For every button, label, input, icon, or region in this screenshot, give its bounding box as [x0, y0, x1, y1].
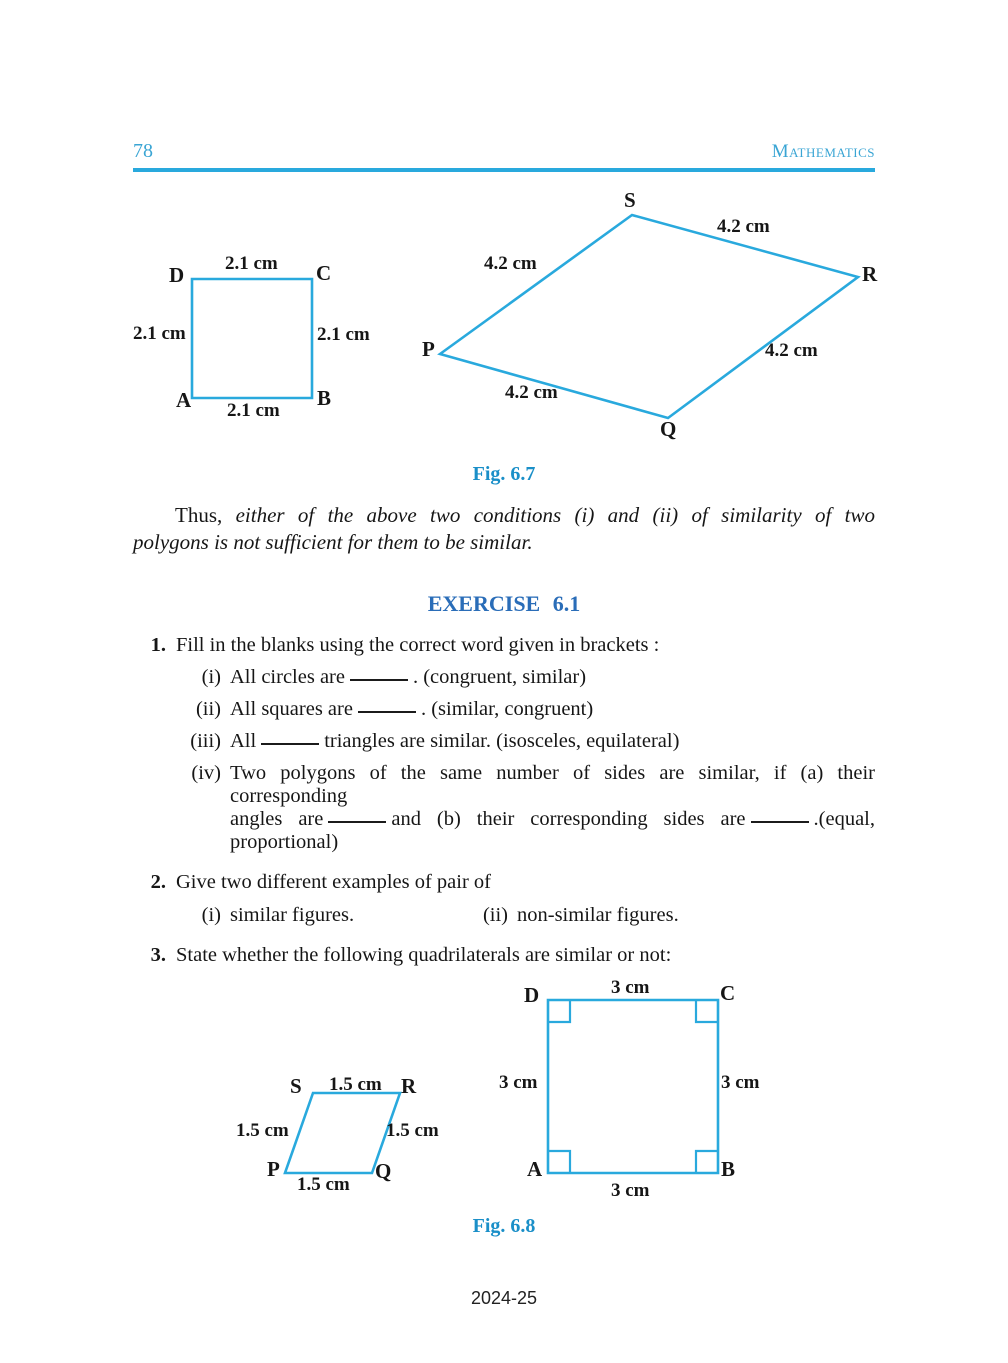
item-iii-number: (iii): [190, 730, 221, 752]
exercise-heading: EXERCISE 6.1: [427, 591, 581, 616]
item-ii-text: [230, 698, 875, 721]
vertex-label-p: P: [422, 337, 435, 361]
vertex-label-b: B: [317, 386, 332, 410]
item-i-post: . (congruent, similar): [412, 666, 587, 688]
item-i-text: [230, 666, 875, 689]
vertex-label-s: S: [290, 1074, 302, 1098]
item-ii-number: (ii): [195, 698, 221, 720]
question-2-number: 2.: [150, 871, 166, 893]
question-2-subitems: [133, 904, 875, 927]
side-length-sr: 4.2 cm: [717, 216, 770, 237]
item-iii-post: triangles are similar. (isosceles, equilateral): [324, 730, 680, 752]
right-angle-mark-b: [696, 1151, 718, 1173]
paragraph-italic-1: either of the above two conditions (i) and (ii) of similarity of two: [235, 503, 876, 527]
question-2: [133, 870, 875, 894]
item-i-number: (i): [201, 666, 221, 688]
vertex-label-s: S: [624, 188, 636, 212]
vertex-label-a: A: [527, 1157, 543, 1181]
item-iv-line2-post: .(equal,: [813, 808, 875, 830]
figure-6-7: [133, 172, 878, 459]
right-angle-mark-d: [548, 1000, 570, 1022]
figure-6-7-caption: Fig. 6.7: [472, 463, 536, 485]
vertex-label-c: C: [720, 981, 736, 1005]
side-length-sr: 1.5 cm: [329, 1074, 382, 1095]
q2-item-i-text: similar figures.: [230, 904, 355, 926]
item-iv-text: [230, 762, 875, 854]
question-1-text: Fill in the blanks using the correct word given in brackets :: [176, 634, 660, 656]
item-iii-text: [230, 730, 875, 753]
item-ii-post: . (similar, congruent): [420, 698, 594, 720]
right-angle-mark-c: [696, 1000, 718, 1022]
quadrilateral-pqrs-outline: [440, 215, 858, 418]
item-iii-pre: All: [230, 730, 257, 752]
side-length-rq: 1.5 cm: [386, 1120, 439, 1141]
question-3-number: 3.: [150, 944, 166, 966]
question-1-ii: [133, 698, 875, 721]
side-length-pq: 4.2 cm: [505, 382, 558, 403]
paragraph-line-2: [133, 529, 875, 556]
square-abcd-outline: [548, 1000, 718, 1173]
vertex-label-q: Q: [375, 1159, 392, 1183]
side-length-pq: 1.5 cm: [297, 1174, 350, 1195]
vertex-label-r: R: [862, 262, 878, 286]
session-footer: 2024-25: [470, 1288, 538, 1308]
side-length-ps: 4.2 cm: [484, 253, 537, 274]
summary-paragraph: [133, 502, 875, 556]
item-iv-line-2: [230, 808, 875, 831]
vertex-label-p: P: [267, 1157, 280, 1181]
question-1-iii: [133, 730, 875, 753]
question-1-i: [133, 666, 875, 689]
side-length-sp: 1.5 cm: [236, 1120, 289, 1141]
item-i-pre: All circles are: [230, 666, 345, 688]
vertex-label-r: R: [401, 1074, 417, 1098]
square-abcd-outline: [192, 279, 312, 398]
paragraph-italic-2: polygons is not sufficient for them to be similar.: [133, 530, 533, 554]
side-length-dc: 3 cm: [611, 977, 650, 998]
item-ii-pre: All squares are: [230, 698, 353, 720]
item-iv-line2-pre: angles are: [230, 808, 324, 830]
book-title: Mathematics: [771, 141, 875, 162]
question-3: [133, 943, 875, 967]
side-length-da: 2.1 cm: [133, 323, 186, 344]
q2-item-ii-text: non-similar figures.: [517, 904, 679, 926]
item-iv-line-3: proportional): [230, 831, 339, 853]
side-length-cb: 2.1 cm: [317, 324, 370, 345]
question-1-iv: [133, 762, 875, 854]
blank-line: [328, 820, 386, 823]
vertex-label-b: B: [721, 1157, 736, 1181]
side-length-qr: 4.2 cm: [765, 340, 818, 361]
item-iv-line2-mid: and (b) their corresponding sides are: [391, 808, 746, 830]
page-number: 78: [133, 140, 153, 162]
vertex-label-a: A: [176, 388, 192, 412]
vertex-label-q: Q: [660, 417, 677, 441]
question-2-text: Give two different examples of pair of: [176, 871, 491, 893]
side-length-ab: 3 cm: [611, 1180, 650, 1201]
item-iv-number: (iv): [191, 762, 221, 784]
item-iv-line-1: Two polygons of the same number of sides are similar, if (a) their corresponding: [230, 762, 875, 807]
side-length-da: 3 cm: [499, 1072, 538, 1093]
side-length-ab: 2.1 cm: [227, 400, 280, 421]
question-1: [133, 633, 875, 657]
right-angle-mark-a: [548, 1151, 570, 1173]
question-3-text: State whether the following quadrilaterals are similar or not:: [176, 944, 672, 966]
figure-6-8: [133, 975, 875, 1207]
paragraph-lead: Thus,: [175, 503, 223, 527]
side-length-dc: 2.1 cm: [225, 253, 278, 274]
question-1-number: 1.: [150, 634, 166, 656]
blank-line: [350, 678, 408, 681]
blank-line: [358, 710, 416, 713]
blank-line: [261, 742, 319, 745]
vertex-label-d: D: [169, 263, 185, 287]
q2-item-ii-number: (ii): [482, 904, 508, 926]
side-length-cb: 3 cm: [721, 1072, 760, 1093]
blank-line: [751, 820, 809, 823]
figure-6-8-caption: Fig. 6.8: [472, 1215, 536, 1237]
paragraph-line-1: [133, 502, 875, 529]
page-header: [133, 0, 875, 172]
vertex-label-d: D: [524, 983, 540, 1007]
vertex-label-c: C: [316, 261, 332, 285]
q2-item-i-number: (i): [201, 904, 221, 926]
